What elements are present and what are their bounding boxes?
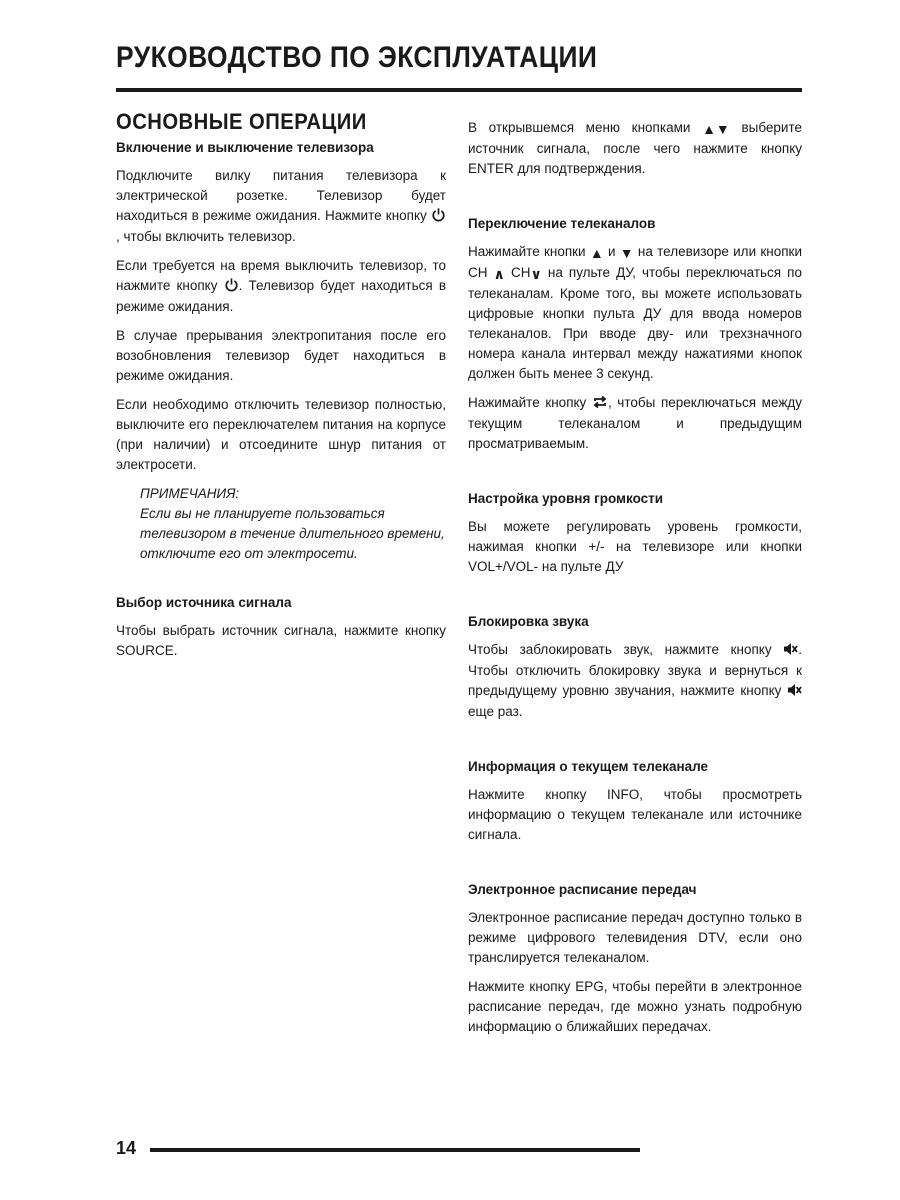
power-paragraph-1 (116, 166, 446, 247)
power-paragraph-3: В случае прерывания электропитания после его возобновления телевизор будет находиться в режиме ожидания. (116, 328, 446, 383)
note-label: ПРИМЕЧАНИЯ: (140, 486, 240, 501)
channels-p2-text-end: , чтобы переключаться между текущим телеканалом и предыдущим просматриваемым. (468, 395, 802, 451)
power-p1-text-end: , чтобы включить телевизор. (116, 229, 296, 244)
triangle-down-icon: ▼ (619, 245, 634, 261)
power-p2-text-end: . Телевизор будет находиться в режиме ожидания. (116, 278, 446, 314)
left-column (116, 109, 446, 670)
epg-paragraph-2: Нажмите кнопку EPG, чтобы перейти в электронное расписание передач, где можно узнать подробную информацию о ближайших передачах. (468, 979, 802, 1034)
channels-text-b: и (607, 244, 616, 259)
power-paragraph-4: Если необходимо отключить телевизор полностью, выключите его переключателем питания на корпусе (при наличии) и отсоедините шнур питания от электросети. (116, 397, 446, 472)
power-icon (224, 277, 239, 297)
power-heading: Включение и выключение телевизора (116, 140, 374, 155)
info-paragraph: Нажмите кнопку INFO, чтобы просмотреть информацию о текущем телеканале или источнике сигнала. (468, 787, 802, 842)
power-paragraph-2 (116, 256, 446, 317)
up-down-arrows-icon: ▲▼ (702, 121, 730, 137)
volume-paragraph: Вы можете регулировать уровень громкости, нажимая кнопки +/- на телевизоре или кнопки VOL+/VOL- на пульте ДУ (468, 519, 802, 574)
note-text: Если вы не планируете пользоваться телевизором в течение длительного времени, отключите его от электросети. (140, 506, 445, 561)
channels-text-e: на пульте ДУ, чтобы переключаться по телеканалам. Кроме того, вы можете использовать цифровые кнопки пульта ДУ для ввода номеров телеканалов. При вводе дву- или трехзначного номера канала интервал между нажатиями кнопок должен быть менее 3 секунд. (468, 265, 802, 381)
channels-text-a: Нажимайте кнопки (468, 244, 586, 259)
source-heading: Выбор источника сигнала (116, 595, 292, 610)
source-cont-text: В открывшемся меню кнопками (468, 120, 691, 135)
mute-paragraph (468, 640, 802, 722)
power-p1-text: Подключите вилку питания телевизора к электрической розетке. Телевизор будет находиться в режиме ожидания. Нажмите кнопку (116, 168, 446, 223)
source-paragraph: Чтобы выбрать источник сигнала, нажмите кнопку SOURCE. (116, 623, 446, 658)
header-rule (116, 88, 802, 92)
power-icon (431, 207, 446, 227)
chevron-up-icon: ∧ (493, 266, 505, 282)
channels-heading: Переключение телеканалов (468, 216, 656, 231)
mute-text-c: еще раз. (468, 704, 523, 719)
mute-heading: Блокировка звука (468, 614, 589, 629)
channels-paragraph-2 (468, 393, 802, 454)
right-column (468, 118, 802, 1046)
mute-text-a: Чтобы заблокировать звук, нажмите кнопку (468, 642, 772, 657)
volume-heading: Настройка уровня громкости (468, 491, 664, 506)
recall-icon (592, 394, 608, 414)
channels-text-d: CH (510, 265, 531, 280)
note (140, 484, 446, 564)
page-number: 14 (116, 1138, 137, 1158)
mute-icon (787, 682, 802, 702)
page-header-title: РУКОВОДСТВО ПО ЭКСПЛУАТАЦИИ (116, 41, 598, 74)
chevron-down-icon: ∨ (530, 266, 542, 282)
channels-text-c: на телевизоре или кнопки CH (468, 244, 802, 280)
section-title: ОСНОВНЫЕ ОПЕРАЦИИ (116, 109, 367, 134)
mute-icon (783, 641, 798, 661)
triangle-up-icon: ▲ (589, 245, 604, 261)
power-p2-text: Если требуется на время выключить телевизор, то нажмите кнопку (116, 258, 446, 293)
footer-rule (150, 1148, 640, 1152)
channels-paragraph-1 (468, 242, 802, 384)
info-heading: Информация о текущем телеканале (468, 759, 709, 774)
source-continued-paragraph (468, 118, 802, 179)
channels-p2-text: Нажимайте кнопку (468, 395, 587, 410)
mute-text-b: . Чтобы отключить блокировку звука и вернуться к предыдущему уровню звучания, нажмите кнопку (468, 642, 802, 698)
epg-paragraph-1: Электронное расписание передач доступно только в режиме цифрового телевидения DTV, если оно транслируется телеканалом. (468, 910, 802, 965)
source-cont-text-end: выберите источник сигнала, после чего нажмите кнопку ENTER для подтверждения. (468, 120, 802, 176)
epg-heading: Электронное расписание передач (468, 882, 697, 897)
